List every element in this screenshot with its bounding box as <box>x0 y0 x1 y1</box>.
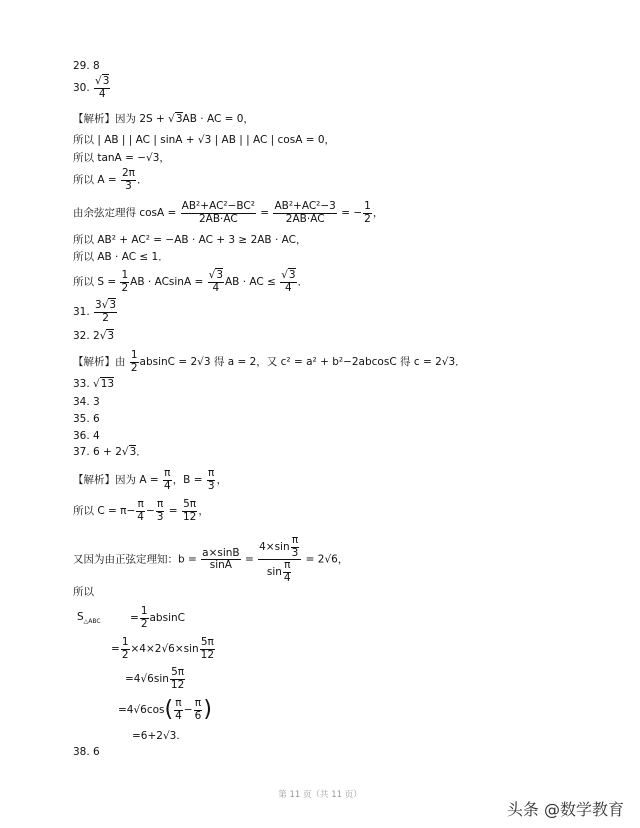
watermark: 头条 @数学教育 <box>506 800 624 819</box>
text-line: 所以 AB · AC ≤ 1． <box>73 251 169 263</box>
answer-32: 32. 2√3 <box>73 330 115 342</box>
analysis-line: 【解析】由 $\frac{1}{2}$ absinC = 2√3 得 a = 2，又 c² = a² + b²−2abcosC 得 c = 2√3． <box>73 349 466 374</box>
text-line: 所以 S = $\frac{1}{2}$ AB · ACsinA = $\frac{√3}{4}$ AB · AC ≤ $\frac{√3}{4}$ ． <box>73 269 309 294</box>
answer-37: 37. 6 + 2√3． <box>73 446 147 458</box>
text-line: 由余弦定理得 cosA = $\frac{\text{AB²+AC²−BC²}}{2AB\cdot AC}$ = $\frac{\text{AB²+AC²−3}}{2AB\cdot AC}$ = − $\frac{1}{2}$ ， <box>73 200 384 225</box>
analysis-line: 【解析】因为 2S + √3AB · AC = 0， <box>73 113 254 125</box>
text-line: 所以 C = π− $\frac{\pi}{4}$ − $\frac{\pi}{3}$ = $\frac{5\pi}{12}$ ， <box>73 498 209 523</box>
page-footer: 第 11 页（共 11 页） <box>278 790 362 800</box>
area-label: $S_{\triangle ABC}$ <box>77 611 101 626</box>
analysis-line: 【解析】因为 A = $\frac{\pi}{4}$ ，B = $\frac{\pi}{3}$ ， <box>73 467 228 492</box>
answer-29: 29. 8 <box>73 60 100 72</box>
text-line: 所以 A = $\frac{2\pi}{3}$ ． <box>73 167 148 192</box>
answer-35: 35. 6 <box>73 413 100 425</box>
answer-33: 33. √13 <box>73 378 115 390</box>
fraction: $\frac{√3}{4}$ <box>95 75 110 100</box>
answer-36: 36. 4 <box>73 430 100 442</box>
answer-31: 31. $\frac{3√3}{2}$ <box>73 299 117 324</box>
answer-38: 38. 6 <box>73 746 100 758</box>
answer-30: 30. $\frac{√3}{4}$ <box>73 75 110 100</box>
text-line: 所以 <box>73 586 94 598</box>
text-line: 所以 | AB | | AC | sinA + √3 | AB | | AC | cosA = 0， <box>73 134 336 146</box>
derivation-step: = $\frac{1}{2}$ absinC <box>130 605 185 630</box>
text-line: 又因为由正弦定理知：b = $\frac{a\times\sin B}{\sin A}$ = 4×sin $\frac{\pi}{3}$ sin $\frac{\pi}{4}$ = 2√6， <box>73 534 349 584</box>
derivation-step: =6+2√3. <box>132 730 180 742</box>
text-line: 所以 AB² + AC² = −AB · AC + 3 ≥ 2AB · AC， <box>73 234 307 246</box>
derivation-step: = $\frac{1}{2}$ ×4×2√6×sin $\frac{5\pi}{12}$ <box>111 636 215 661</box>
text-line: 所以 tanA = −√3， <box>73 152 170 164</box>
derivation-step: =4√6cos( $\frac{\pi}{4}$ − $\frac{\pi}{6}$ ) <box>118 697 212 723</box>
derivation-step: =4√6sin $\frac{5\pi}{12}$ <box>125 666 185 691</box>
answer-34: 34. 3 <box>73 396 100 408</box>
